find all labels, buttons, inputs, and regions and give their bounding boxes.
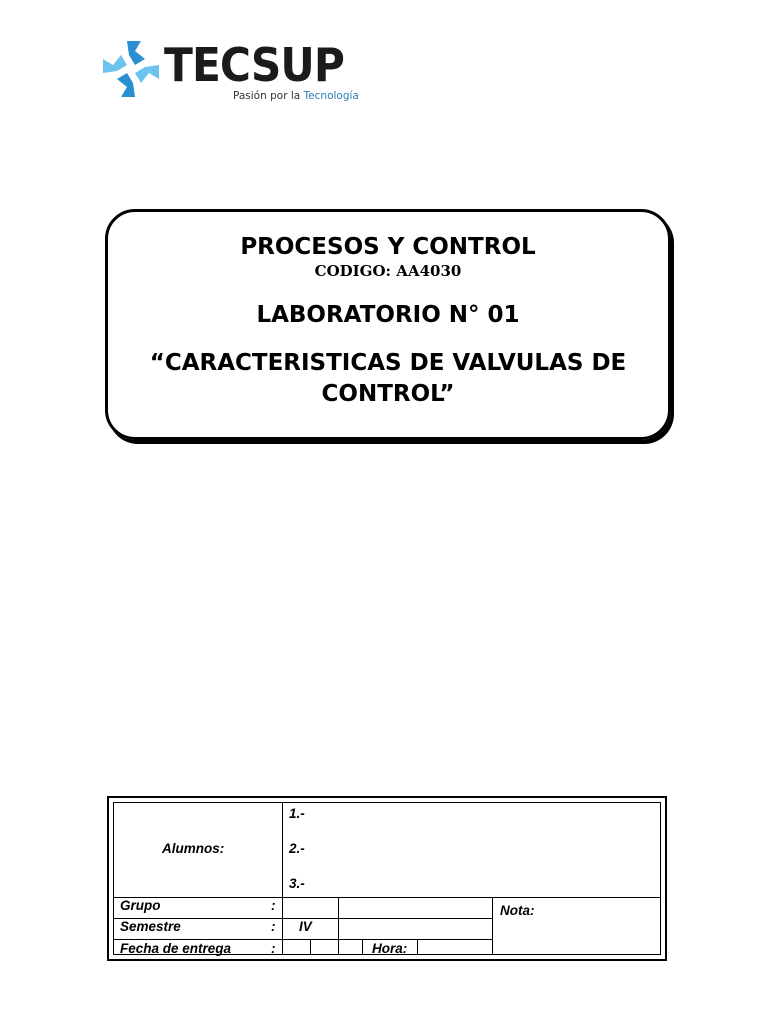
course-title: PROCESOS Y CONTROL [240,234,536,260]
student-1-field[interactable]: 1.- [289,806,305,821]
semestre-value: IV [299,919,312,934]
semestre-label: Semestre [120,919,181,934]
lab-topic-line2: CONTROL” [321,381,455,407]
col-divider [417,939,418,954]
lab-topic-line1: “CARACTERISTICAS DE VALVULAS DE [149,350,627,376]
row-divider [114,897,660,898]
student-info-grid [113,802,661,955]
logo-tagline-part2: Tecnología [303,90,359,102]
nota-label: Nota: [500,903,535,918]
col-divider [282,803,283,954]
student-3-field[interactable]: 3.- [289,876,305,891]
course-code: CODIGO: AA4030 [314,262,462,280]
alumnos-label: Alumnos: [162,841,225,856]
title-box [105,209,671,440]
col-divider [310,939,311,954]
tecsup-arrows-logo-icon [100,38,162,100]
logo-wordmark: TECSUP [164,38,344,92]
lab-number: LABORATORIO N° 01 [256,302,520,328]
col-divider [362,939,363,954]
lab-topic [128,348,648,410]
grupo-colon: : [271,898,276,913]
grupo-label: Grupo [120,898,161,913]
semestre-colon: : [271,919,276,934]
student-info-table [107,796,667,961]
student-2-field[interactable]: 2.- [289,841,305,856]
col-divider [492,897,493,954]
col-divider [338,897,339,954]
hora-label: Hora: [372,941,408,956]
fecha-label: Fecha de entrega [120,941,232,956]
row-divider [114,939,492,940]
logo-tagline-part1: Pasión por la [233,90,301,102]
logo-tagline [233,90,359,102]
tecsup-logo [100,38,360,108]
fecha-colon: : [271,941,276,956]
